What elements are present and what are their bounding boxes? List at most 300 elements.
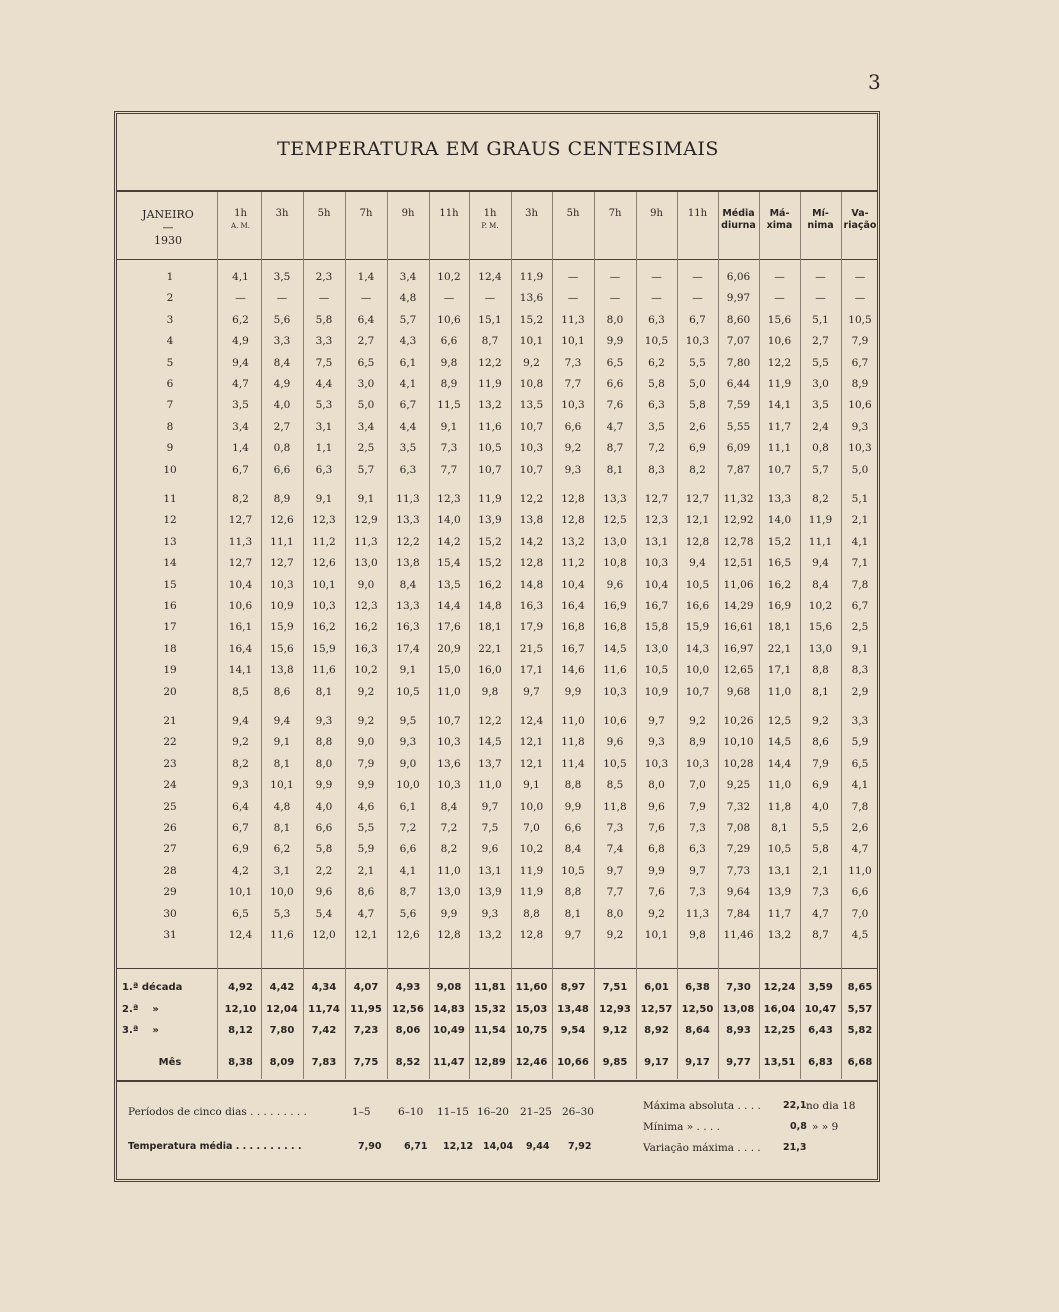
value-cell: 16,2	[354, 621, 378, 634]
value-cell: 14,8	[478, 600, 502, 612]
period-range: 11–15	[437, 1106, 469, 1118]
value-cell: 12,2	[478, 715, 502, 727]
table-row	[0, 533, 1059, 552]
value-cell: 9,9	[648, 864, 665, 877]
value-cell: —	[692, 271, 703, 283]
value-cell: 6,3	[399, 463, 417, 476]
value-cell: 8,0	[648, 779, 665, 792]
value-cell: 12,4	[228, 929, 253, 941]
value-cell: 11,9	[478, 378, 502, 390]
value-cell: 7,32	[726, 800, 751, 813]
value-cell: 13,2	[478, 929, 502, 941]
value-cell: 9,4	[273, 715, 291, 727]
value-cell: 7,3	[440, 442, 458, 455]
value-cell: 16,7	[561, 642, 585, 655]
value-cell: 13,1	[767, 864, 792, 877]
table-row	[0, 733, 1059, 752]
value-cell: —	[484, 292, 496, 305]
value-cell: —	[651, 292, 662, 305]
summary-value: 7,23	[353, 1025, 379, 1036]
value-cell: 7,59	[726, 399, 751, 412]
value-cell: 7,1	[851, 557, 869, 570]
value-cell: 9,2	[564, 442, 582, 455]
value-cell: 15,6	[270, 642, 294, 655]
value-cell: 14,0	[437, 514, 461, 527]
value-cell: 7,6	[648, 886, 665, 899]
value-cell: 10,5	[478, 442, 502, 455]
value-cell: 11,6	[270, 929, 294, 941]
value-cell: 15,0	[437, 664, 461, 677]
value-cell: 6,3	[648, 399, 665, 412]
value-cell: 8,6	[357, 886, 375, 899]
summary-value: 10,66	[557, 1057, 589, 1068]
value-cell: 8,1	[771, 822, 788, 834]
value-cell: 13,8	[519, 514, 544, 527]
value-cell: 6,7	[689, 313, 706, 326]
summary-value: 4,34	[311, 982, 337, 993]
value-cell: 10,6	[437, 313, 461, 326]
value-cell: 10,2	[437, 271, 461, 283]
value-cell: 4,8	[273, 800, 291, 813]
value-cell: 10,3	[270, 578, 294, 591]
column-header-label: 9h	[650, 208, 663, 219]
value-cell: 13,9	[767, 886, 792, 899]
value-cell: 5,7	[399, 313, 417, 326]
value-cell: 12,2	[396, 535, 420, 548]
value-cell: 7,9	[357, 757, 375, 770]
value-cell: 9,68	[726, 685, 751, 698]
value-cell: 15,9	[270, 621, 294, 634]
value-cell: 11,6	[603, 664, 627, 677]
value-cell: 10,3	[437, 736, 461, 749]
value-cell: 6,6	[440, 335, 458, 348]
value-cell: 10,10	[723, 736, 754, 749]
value-cell: 9,3	[564, 463, 582, 476]
summary-value: 10,49	[433, 1025, 465, 1036]
value-cell: 15,1	[478, 313, 502, 326]
column-header-label: Mí-	[812, 208, 829, 219]
column-header	[841, 208, 879, 232]
value-cell: 8,5	[606, 779, 624, 792]
column-header	[800, 208, 841, 232]
value-cell: 7,3	[812, 886, 829, 899]
table-row	[0, 776, 1059, 795]
summary-value: 4,92	[228, 982, 253, 993]
value-cell: 5,5	[357, 822, 375, 834]
table-row	[0, 554, 1059, 573]
value-cell: 8,2	[232, 757, 249, 770]
table-row	[0, 755, 1059, 774]
value-cell: 3,1	[273, 864, 291, 877]
value-cell: —	[609, 271, 621, 283]
summary-value: 8,09	[269, 1057, 295, 1068]
value-cell: 12,5	[767, 715, 792, 727]
value-cell: 7,3	[689, 886, 706, 899]
value-cell: 5,8	[315, 313, 333, 326]
value-cell: 6,7	[399, 399, 417, 412]
summary-value: 9,12	[602, 1025, 628, 1036]
table-row	[0, 618, 1059, 637]
table-row	[0, 883, 1059, 902]
value-cell: 11,9	[519, 271, 544, 283]
value-cell: 10,5	[644, 335, 669, 348]
value-cell: 14,5	[603, 642, 627, 655]
value-cell: 11,1	[270, 535, 294, 548]
value-cell: 11,7	[767, 907, 792, 920]
value-cell: 16,7	[644, 600, 669, 612]
value-cell: 6,4	[232, 800, 249, 813]
value-cell: 5,3	[315, 399, 333, 412]
table-row	[0, 819, 1059, 838]
value-cell: 4,0	[812, 800, 829, 813]
value-cell: 8,8	[523, 907, 540, 920]
value-cell: 15,4	[437, 557, 461, 570]
value-cell: 6,5	[851, 757, 869, 770]
min-label: Mínima » . . . .	[643, 1121, 720, 1133]
value-cell: 17,1	[767, 664, 792, 677]
value-cell: 7,9	[812, 757, 829, 770]
value-cell: 4,1	[232, 271, 249, 283]
value-cell: 9,6	[606, 578, 624, 591]
value-cell: 15,2	[478, 557, 502, 570]
value-cell: 11,2	[561, 557, 585, 570]
value-cell: 14,5	[767, 736, 792, 749]
period-range: 1–5	[352, 1106, 371, 1118]
summary-value: 8,93	[726, 1025, 751, 1036]
value-cell: 15,6	[767, 313, 792, 326]
value-cell: 12,4	[519, 715, 544, 727]
value-cell: 13,9	[478, 886, 502, 899]
value-cell: 10,3	[603, 685, 627, 698]
value-cell: 3,5	[399, 442, 417, 455]
summary-label: 2.ª »	[122, 1004, 159, 1015]
value-cell: 7,3	[689, 822, 706, 834]
value-cell: 10,1	[228, 886, 253, 899]
value-cell: 4,7	[232, 378, 249, 390]
value-cell: 6,7	[851, 356, 869, 369]
value-cell: 13,1	[644, 535, 669, 548]
value-cell: 14,5	[478, 736, 502, 749]
value-cell: 17,6	[437, 621, 461, 634]
summary-value: 11,81	[474, 982, 506, 993]
value-cell: 9,9	[315, 779, 333, 792]
table-row	[0, 490, 1059, 509]
value-cell: 6,44	[726, 378, 751, 390]
value-cell: 9,9	[440, 907, 458, 920]
summary-value: 12,57	[640, 1004, 673, 1015]
column-header	[345, 208, 387, 220]
value-cell: —	[692, 292, 703, 305]
value-cell: 14,8	[519, 578, 544, 591]
value-cell: 2,6	[851, 822, 869, 834]
value-cell: 5,9	[851, 736, 869, 749]
value-cell: 3,3	[273, 335, 291, 348]
value-cell: 13,0	[808, 642, 833, 655]
value-cell: 10,6	[848, 399, 872, 412]
value-cell: 12,7	[228, 557, 253, 570]
value-cell: 9,0	[357, 578, 375, 591]
value-cell: 16,8	[561, 621, 585, 634]
value-cell: 7,2	[648, 442, 665, 455]
day-cell: 5	[166, 356, 174, 369]
value-cell: 13,0	[437, 886, 461, 899]
table-row	[0, 461, 1059, 480]
value-cell: 11,3	[354, 535, 378, 548]
summary-label: Mês	[158, 1057, 182, 1068]
temp-label: Temperatura média . . . . . . . . . .	[128, 1141, 302, 1152]
value-cell: 10,4	[561, 578, 585, 591]
value-cell: 2,5	[357, 442, 375, 455]
table-row	[0, 798, 1059, 817]
value-cell: 4,4	[315, 378, 333, 390]
value-cell: 7,3	[564, 356, 582, 369]
value-cell: 5,5	[812, 822, 829, 834]
value-cell: 6,9	[689, 442, 706, 455]
column-header	[636, 208, 677, 220]
table-row	[0, 840, 1059, 859]
table-row	[0, 712, 1059, 731]
value-cell: 8,8	[564, 886, 582, 899]
value-cell: 12,92	[723, 514, 754, 527]
value-cell: 1,4	[357, 271, 375, 283]
value-cell: 9,64	[726, 886, 751, 899]
value-cell: 11,1	[808, 535, 833, 548]
value-cell: 8,0	[315, 757, 333, 770]
value-cell: 6,5	[606, 356, 624, 369]
value-cell: 8,1	[273, 822, 291, 834]
value-cell: 5,5	[689, 356, 706, 369]
summary-value: 9,08	[436, 982, 462, 993]
value-cell: 9,6	[606, 736, 624, 749]
column-header-sub: A. M.	[231, 222, 250, 230]
summary-value: 4,42	[269, 982, 295, 993]
value-cell: 12,65	[723, 664, 754, 677]
value-cell: 16,6	[685, 600, 710, 612]
table-row	[0, 289, 1059, 308]
value-cell: 9,6	[315, 886, 333, 899]
value-cell: 11,9	[519, 864, 544, 877]
value-cell: 9,3	[399, 736, 417, 749]
value-cell: 5,55	[726, 420, 751, 433]
value-cell: 11,0	[561, 715, 585, 727]
value-cell: 12,7	[270, 557, 294, 570]
value-cell: 18,1	[767, 621, 792, 634]
value-cell: 10,5	[396, 685, 420, 698]
value-cell: 5,7	[812, 463, 829, 476]
value-cell: 16,0	[478, 664, 502, 677]
value-cell: 9,1	[315, 493, 333, 505]
value-cell: 8,3	[851, 664, 869, 677]
summary-value: 8,06	[395, 1025, 421, 1036]
summary-value: 7,51	[602, 982, 628, 993]
value-cell: 11,0	[478, 779, 502, 792]
day-cell: 30	[163, 907, 177, 920]
periods-label: Períodos de cinco dias . . . . . . . . .	[128, 1106, 307, 1118]
summary-label: 1.ª década	[122, 982, 183, 993]
summary-value: 12,56	[392, 1004, 424, 1015]
value-cell: 8,4	[399, 578, 417, 591]
value-cell: 14,0	[767, 514, 792, 527]
value-cell: 13,1	[478, 864, 502, 877]
day-cell: 3	[166, 313, 174, 326]
value-cell: 10,0	[270, 886, 294, 899]
value-cell: 12,2	[519, 493, 544, 505]
value-cell: —	[815, 292, 826, 305]
value-cell: 11,8	[561, 736, 585, 749]
column-header-label: 7h	[359, 208, 373, 219]
table-row	[0, 332, 1059, 351]
value-cell: 6,7	[232, 822, 249, 834]
value-cell: 12,4	[478, 271, 502, 283]
value-cell: 16,2	[767, 578, 792, 591]
period-range: 26–30	[562, 1106, 594, 1118]
value-cell: 8,5	[232, 685, 249, 698]
value-cell: 12,2	[478, 356, 502, 369]
max-value: 22,1	[783, 1100, 807, 1111]
column-header	[387, 208, 429, 220]
value-cell: 16,4	[228, 642, 253, 655]
value-cell: 16,8	[603, 621, 627, 634]
value-cell: —	[854, 271, 866, 283]
value-cell: 9,7	[523, 685, 540, 698]
value-cell: 10,9	[644, 685, 669, 698]
value-cell: 12,6	[270, 514, 294, 527]
value-cell: 6,6	[273, 463, 291, 476]
value-cell: 11,8	[603, 800, 627, 813]
value-cell: 9,4	[232, 715, 249, 727]
table-row	[0, 268, 1059, 287]
value-cell: 6,6	[399, 843, 417, 856]
column-header-sub: nima	[807, 220, 834, 231]
value-cell: 20,9	[437, 642, 461, 655]
summary-value: 6,01	[644, 982, 669, 993]
value-cell: 13,0	[603, 535, 627, 548]
day-cell: 14	[163, 557, 177, 570]
value-cell: 4,5	[851, 929, 869, 941]
value-cell: 8,2	[689, 463, 706, 476]
value-cell: 4,1	[399, 378, 417, 390]
value-cell: 12,78	[723, 535, 754, 548]
summary-value: 4,07	[353, 982, 379, 993]
value-cell: 3,5	[648, 420, 665, 433]
value-cell: 2,7	[273, 420, 291, 433]
summary-value: 15,32	[474, 1004, 506, 1015]
summary-value: 7,30	[726, 982, 751, 993]
value-cell: 13,5	[437, 578, 461, 591]
value-cell: 12,6	[312, 557, 336, 570]
day-cell: 31	[163, 929, 177, 941]
value-cell: 10,6	[767, 335, 792, 348]
year-label: 1930	[154, 234, 182, 247]
value-cell: 4,6	[357, 800, 375, 813]
value-cell: 5,9	[357, 843, 375, 856]
page-number: 3	[868, 70, 881, 94]
value-cell: 1,4	[232, 442, 249, 455]
value-cell: 10,1	[312, 578, 336, 591]
summary-value: 9,17	[685, 1057, 710, 1068]
value-cell: 7,2	[440, 822, 458, 834]
footer-divider	[117, 1080, 877, 1082]
value-cell: —	[609, 292, 621, 305]
value-cell: 9,3	[232, 779, 249, 792]
summary-value: 7,42	[311, 1025, 337, 1036]
summary-value: 11,95	[350, 1004, 382, 1015]
value-cell: 10,8	[519, 378, 544, 390]
table-row	[0, 375, 1059, 394]
value-cell: 16,5	[767, 557, 792, 570]
value-cell: 17,1	[519, 664, 544, 677]
day-cell: 13	[163, 535, 177, 548]
value-cell: 2,1	[812, 864, 829, 877]
value-cell: 4,7	[812, 907, 829, 920]
value-cell: 9,2	[648, 907, 665, 920]
value-cell: 10,0	[685, 664, 710, 677]
value-cell: 10,4	[228, 578, 253, 591]
value-cell: 10,5	[767, 843, 792, 856]
summary-row	[0, 1000, 1059, 1019]
value-cell: —	[774, 271, 785, 283]
value-cell: 11,3	[396, 493, 420, 505]
value-cell: 13,2	[561, 535, 585, 548]
value-cell: 12,8	[561, 493, 585, 505]
value-cell: 2,4	[812, 420, 829, 433]
value-cell: 11,6	[312, 664, 336, 677]
value-cell: 9,7	[606, 864, 624, 877]
table-row	[0, 576, 1059, 595]
day-cell: 21	[163, 715, 177, 727]
summary-value: 11,74	[308, 1004, 340, 1015]
value-cell: 8,8	[812, 664, 829, 677]
value-cell: 11,1	[767, 442, 792, 455]
value-cell: 5,6	[273, 313, 291, 326]
value-cell: 13,3	[767, 493, 792, 505]
day-cell: 10	[163, 463, 177, 476]
value-cell: 6,1	[399, 800, 417, 813]
summary-value: 10,75	[515, 1025, 548, 1036]
summary-value: 5,82	[847, 1025, 873, 1036]
value-cell: 0,8	[273, 442, 291, 455]
table-row	[0, 311, 1059, 330]
value-cell: 11,4	[561, 757, 585, 770]
summary-value: 9,17	[644, 1057, 669, 1068]
value-cell: 5,7	[357, 463, 375, 476]
summary-value: 15,03	[515, 1004, 548, 1015]
value-cell: 9,7	[564, 929, 582, 941]
value-cell: 12,51	[723, 557, 754, 570]
summary-value: 13,08	[722, 1004, 755, 1015]
column-header-label: 7h	[608, 208, 622, 219]
value-cell: 11,32	[723, 493, 754, 505]
value-cell: 13,5	[519, 399, 544, 412]
value-cell: 12,8	[437, 929, 461, 941]
value-cell: 6,6	[315, 822, 333, 834]
day-cell: 1	[166, 271, 174, 283]
column-header-label: 3h	[275, 208, 289, 219]
value-cell: 7,07	[726, 335, 751, 348]
value-cell: 11,7	[767, 420, 792, 433]
value-cell: 12,6	[396, 929, 420, 941]
value-cell: 5,8	[648, 378, 665, 390]
value-cell: 14,3	[685, 642, 710, 655]
value-cell: 3,5	[812, 399, 829, 412]
value-cell: 11,9	[808, 514, 833, 527]
value-cell: 9,3	[481, 907, 499, 920]
value-cell: 4,4	[399, 420, 417, 433]
value-cell: 10,7	[519, 463, 544, 476]
max-note: no dia 18	[806, 1100, 856, 1112]
table-row	[0, 396, 1059, 415]
value-cell: 2,2	[315, 864, 333, 877]
